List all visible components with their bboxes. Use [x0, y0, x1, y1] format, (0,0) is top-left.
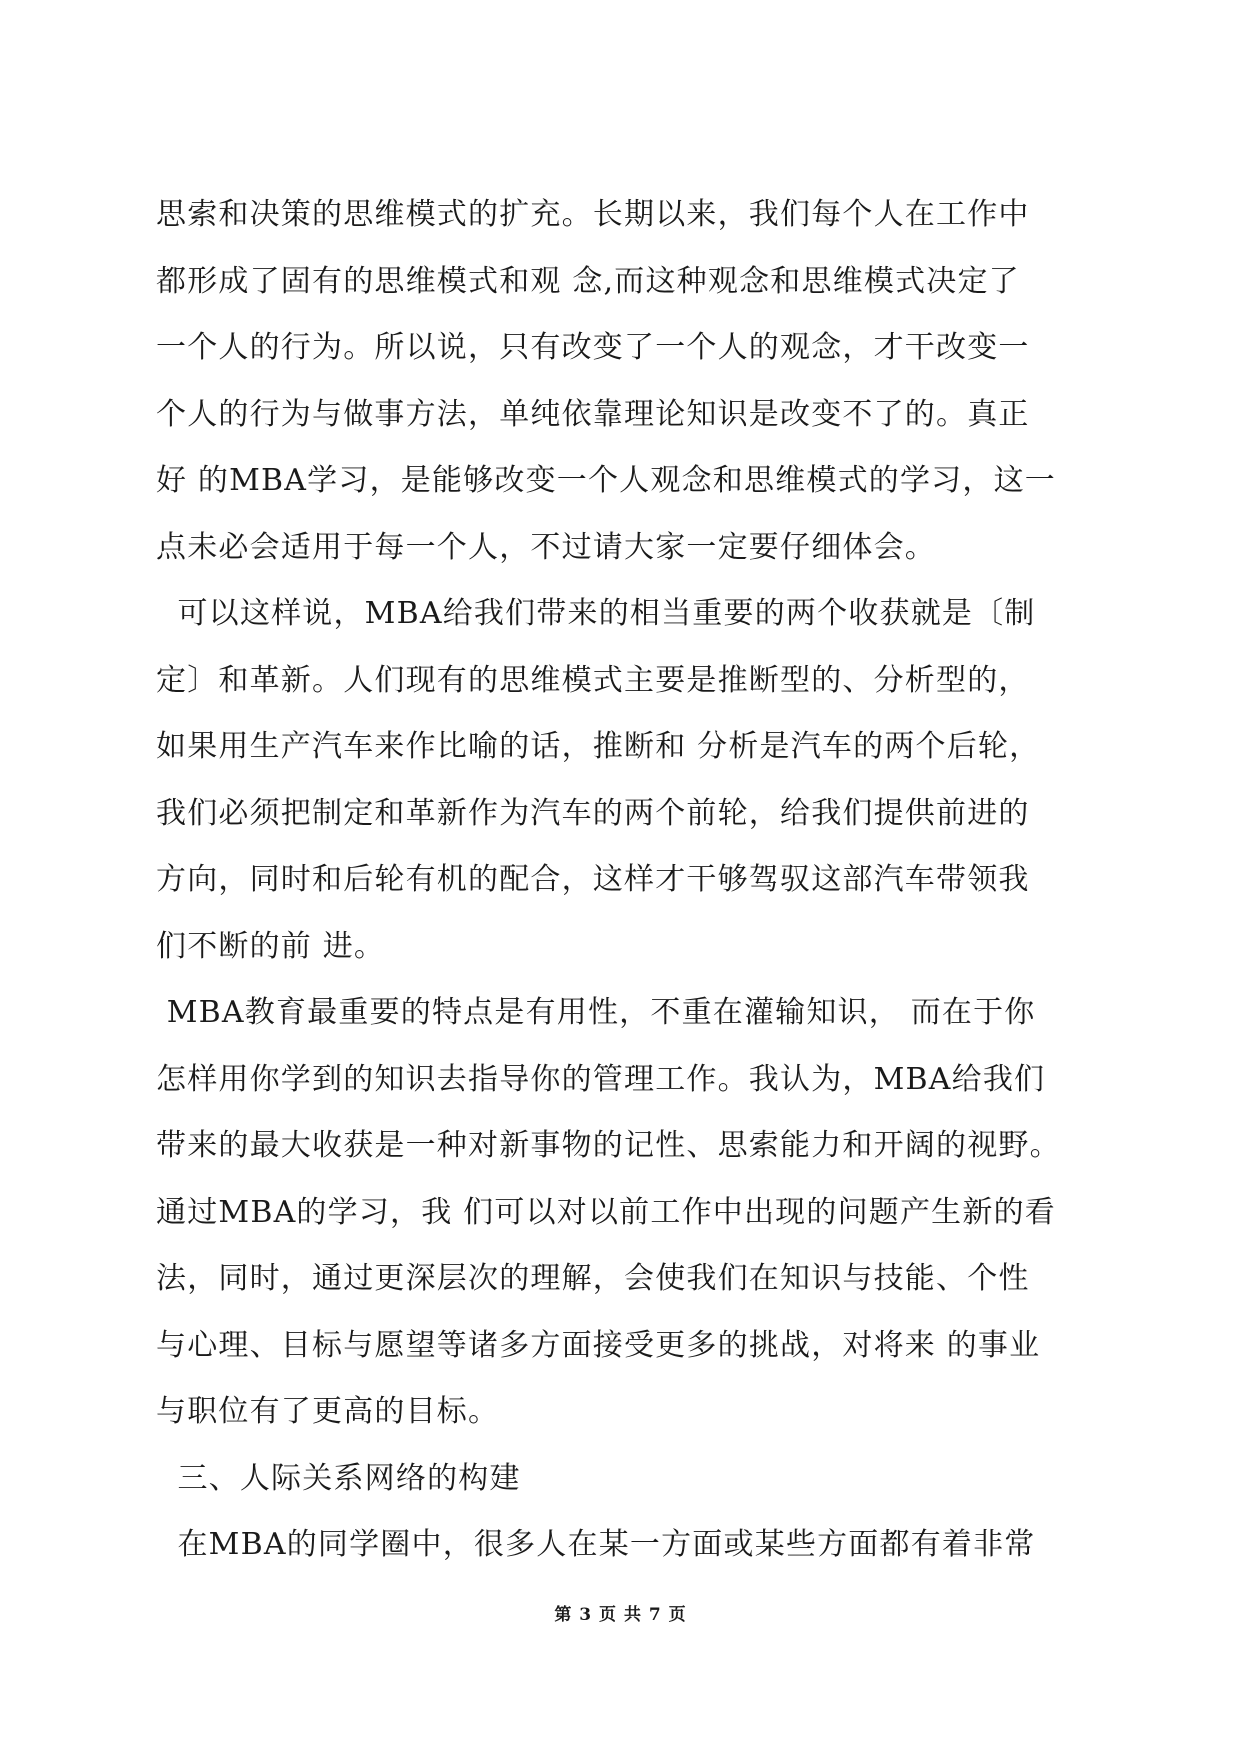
text-line: 与心理、目标与愿望等诸多方面接受更多的挑战，对将来 的事业 — [156, 1327, 1041, 1363]
page-number-footer: 第 3 页 共 7 页 — [554, 1605, 687, 1625]
text-line: 与职位有了更高的目标。 — [156, 1394, 500, 1429]
text-line: 点未必会适用于每一个人，不过请大家一定要仔细体会。 — [156, 529, 936, 565]
text-line: 一个人的行为。所以说，只有改变了一个人的观念，才干改变一 — [156, 330, 1030, 365]
text-line: MBA教育最重要的特点是有用性，不重在灌输知识， 而在于你 — [156, 995, 1036, 1030]
text-line: 带来的最大收获是一种对新事物的记性、思索能力和开阔的视野。 — [156, 1128, 1061, 1163]
text-line: 定〕和革新。人们现有的思维模式主要是推断型的、分析型的， — [156, 662, 1030, 698]
text-line: 都形成了固有的思维模式和观 念,而这种观念和思维模式决定了 — [156, 263, 1020, 299]
text-line: 思索和决策的思维模式的扩充。长期以来，我们每个人在工作中 — [156, 197, 1030, 232]
text-line: 可以这样说，MBA给我们带来的相当重要的两个收获就是〔制 — [156, 596, 1036, 631]
text-line: 如果用生产汽车来作比喻的话，推断和 分析是汽车的两个后轮， — [156, 729, 1041, 764]
body-text — [156, 182, 1116, 1579]
text-line: 方向，同时和后轮有机的配合，这样才干够驾驭这部汽车带领我 — [156, 862, 1030, 897]
text-line: 在MBA的同学圈中，很多人在某一方面或某些方面都有着非常 — [156, 1527, 1036, 1562]
text-line: 怎样用你学到的知识去指导你的管理工作。我认为，MBA给我们 — [156, 1061, 1046, 1097]
text-line: 我们必须把制定和革新作为汽车的两个前轮，给我们提供前进的 — [156, 795, 1030, 831]
text-line: 们不断的前 进。 — [156, 928, 386, 964]
text-line: 通过MBA的学习，我 们可以对以前工作中出现的问题产生新的看 — [156, 1194, 1056, 1230]
section-heading: 三、人际关系网络的构建 — [156, 1460, 521, 1496]
text-line: 法，同时，通过更深层次的理解，会使我们在知识与技能、个性 — [156, 1261, 1030, 1296]
text-line: 个人的行为与做事方法，单纯依靠理论知识是改变不了的。真正 — [156, 396, 1030, 432]
text-line: 好 的MBA学习，是能够改变一个人观念和思维模式的学习，这一 — [156, 463, 1056, 498]
